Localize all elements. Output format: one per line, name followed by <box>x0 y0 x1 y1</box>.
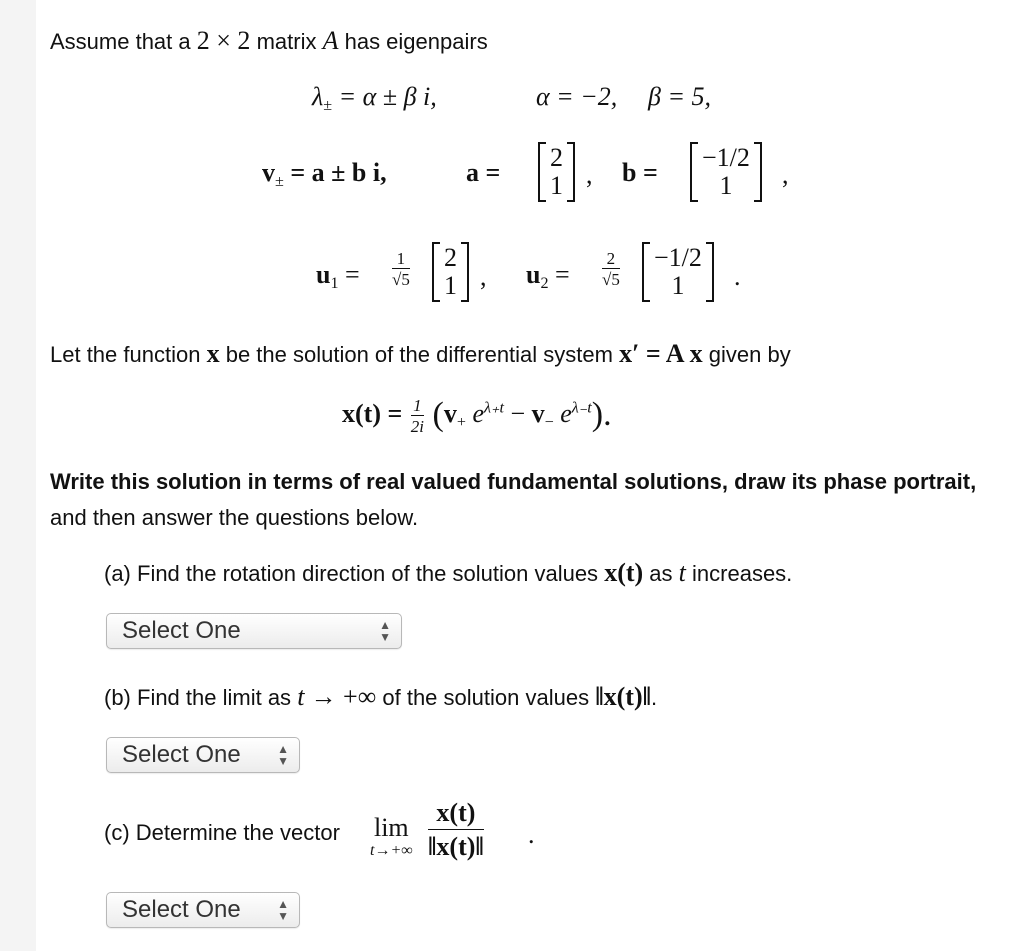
instruction <box>50 464 980 536</box>
select-c-dropdown[interactable] <box>106 892 300 928</box>
u2-top: −1/2 <box>654 243 702 272</box>
question-c-prefix <box>104 820 340 846</box>
select-b-dropdown[interactable] <box>106 737 300 773</box>
qc-lim-sub: t→+∞ <box>370 842 413 859</box>
v-symbol: v <box>262 158 275 187</box>
problem-page <box>36 0 1024 951</box>
a-top: 2 <box>550 143 563 172</box>
intro-matrix-A: A <box>322 26 339 55</box>
qa-suffix: increases. <box>692 561 793 586</box>
b-label: b = <box>622 158 658 187</box>
a-vector-label <box>466 158 500 188</box>
solution-lhs: x(t) = <box>342 399 403 428</box>
b-top: −1/2 <box>702 143 750 172</box>
b-vector-bracket <box>690 142 762 202</box>
u1-label-group <box>316 260 360 293</box>
qc-num: x(t) <box>428 800 484 830</box>
u2-vector <box>638 242 718 302</box>
solution-e1: e <box>472 399 484 428</box>
let-prefix: Let the function <box>50 342 201 367</box>
solution-close-paren: ). <box>591 396 612 433</box>
b-vector-label <box>622 158 658 188</box>
u2-label: u <box>526 260 541 289</box>
u2-label-group <box>526 260 570 293</box>
solution-e2: e <box>560 399 572 428</box>
qb-norm: ‖x(t)‖ <box>595 682 652 711</box>
qb-arrow: → +∞ <box>310 682 377 711</box>
solution-open-paren: ( <box>432 396 444 433</box>
intro-prefix: Assume that a <box>50 29 191 54</box>
instruction-normal: and then answer the questions below. <box>50 505 419 530</box>
qb-t: t <box>297 682 305 711</box>
intro-dim: 2 × 2 <box>196 26 251 55</box>
qc-fraction <box>428 800 484 860</box>
qc-lim: lim <box>373 813 409 842</box>
a-vector <box>534 142 579 202</box>
updown-arrows-icon: ▲ ▼ <box>277 897 289 923</box>
updown-arrows-icon: ▲ ▼ <box>277 742 289 768</box>
alpha-value: α = −2, <box>536 82 618 111</box>
solution-vplus: v <box>443 399 457 428</box>
lambda-rhs: = α ± β i, <box>338 82 437 111</box>
v-pm-sub: ± <box>275 173 284 191</box>
comma-2: , <box>782 160 789 189</box>
u-period: . <box>734 262 741 291</box>
solution-vminus: v <box>531 399 545 428</box>
a-vector-bracket <box>538 142 575 202</box>
let-x: x <box>206 339 220 368</box>
u1-sub: 1 <box>330 275 339 293</box>
u-comma: , <box>480 262 487 291</box>
u2-sub: 2 <box>540 275 549 293</box>
qc-den: ‖x(t)‖ <box>428 832 484 861</box>
qa-prefix: (a) Find the rotation direction of the solution values <box>104 561 599 586</box>
u1-frac-num: 1 <box>392 250 410 269</box>
solution-plus-sub: + <box>456 414 466 432</box>
lambda-symbol: λ <box>312 82 324 111</box>
eigenvector-equation <box>262 158 387 191</box>
eigenvalue-equation <box>312 82 437 115</box>
b-bot: 1 <box>719 171 733 200</box>
qa-mid: as <box>649 561 673 586</box>
solution-minus-sub: − <box>544 414 554 432</box>
u1-fraction <box>392 250 410 288</box>
solution-formula <box>342 396 612 435</box>
select-c-value: Select One <box>122 896 241 923</box>
qc-limit <box>370 814 413 860</box>
solution-frac-den: 2i <box>410 417 425 437</box>
solution-exp1: λ₊t <box>484 399 504 417</box>
u1-top: 2 <box>444 243 457 272</box>
u2-equals: = <box>555 260 570 289</box>
u2-fraction <box>602 250 620 288</box>
u1-vector <box>428 242 473 302</box>
qb-period: . <box>651 685 658 710</box>
u1-vector-bracket <box>432 242 469 302</box>
select-a-value: Select One <box>122 617 241 644</box>
qc-prefix: (c) Determine the vector <box>104 820 340 845</box>
solution-frac-num: 1 <box>411 397 424 416</box>
beta-value: β = 5, <box>648 82 711 111</box>
u2-bot: 1 <box>671 271 685 300</box>
let-system: x′ = A x <box>619 339 703 368</box>
select-b-value: Select One <box>122 741 241 768</box>
question-a <box>104 558 792 588</box>
u2-frac-den: √5 <box>602 270 620 289</box>
qb-prefix: (b) Find the limit as <box>104 685 292 710</box>
u1-frac-den: √5 <box>392 270 410 289</box>
u1-equals: = <box>345 260 360 289</box>
select-a-dropdown[interactable] <box>106 613 402 649</box>
question-b <box>104 682 657 712</box>
comma-1: , <box>586 160 593 189</box>
qa-xt: x(t) <box>604 558 644 587</box>
solution-minus: − <box>510 399 526 428</box>
v-rhs: = a ± b i, <box>290 158 387 187</box>
updown-arrows-icon: ▲ ▼ <box>379 618 391 644</box>
solution-exp2: λ₋t <box>571 399 592 417</box>
b-vector <box>686 142 766 202</box>
lambda-pm-sub: ± <box>323 97 333 115</box>
intro-word-matrix: matrix <box>256 29 317 54</box>
u1-label: u <box>316 260 331 289</box>
let-suffix: given by <box>708 342 791 367</box>
qa-t: t <box>678 558 686 587</box>
intro-line <box>50 26 488 56</box>
qc-period: . <box>528 820 535 849</box>
intro-suffix: has eigenpairs <box>344 29 488 54</box>
let-line <box>50 339 791 369</box>
a-bot: 1 <box>550 171 563 200</box>
a-label: a = <box>466 158 501 187</box>
u1-bot: 1 <box>444 271 457 300</box>
let-middle: be the solution of the differential system <box>225 342 613 367</box>
instruction-bold: Write this solution in terms of real valued fundamental solutions, draw its phase portrait, <box>50 469 977 494</box>
u2-frac-num: 2 <box>602 250 620 269</box>
qb-mid: of the solution values <box>382 685 590 710</box>
u2-vector-bracket <box>642 242 714 302</box>
